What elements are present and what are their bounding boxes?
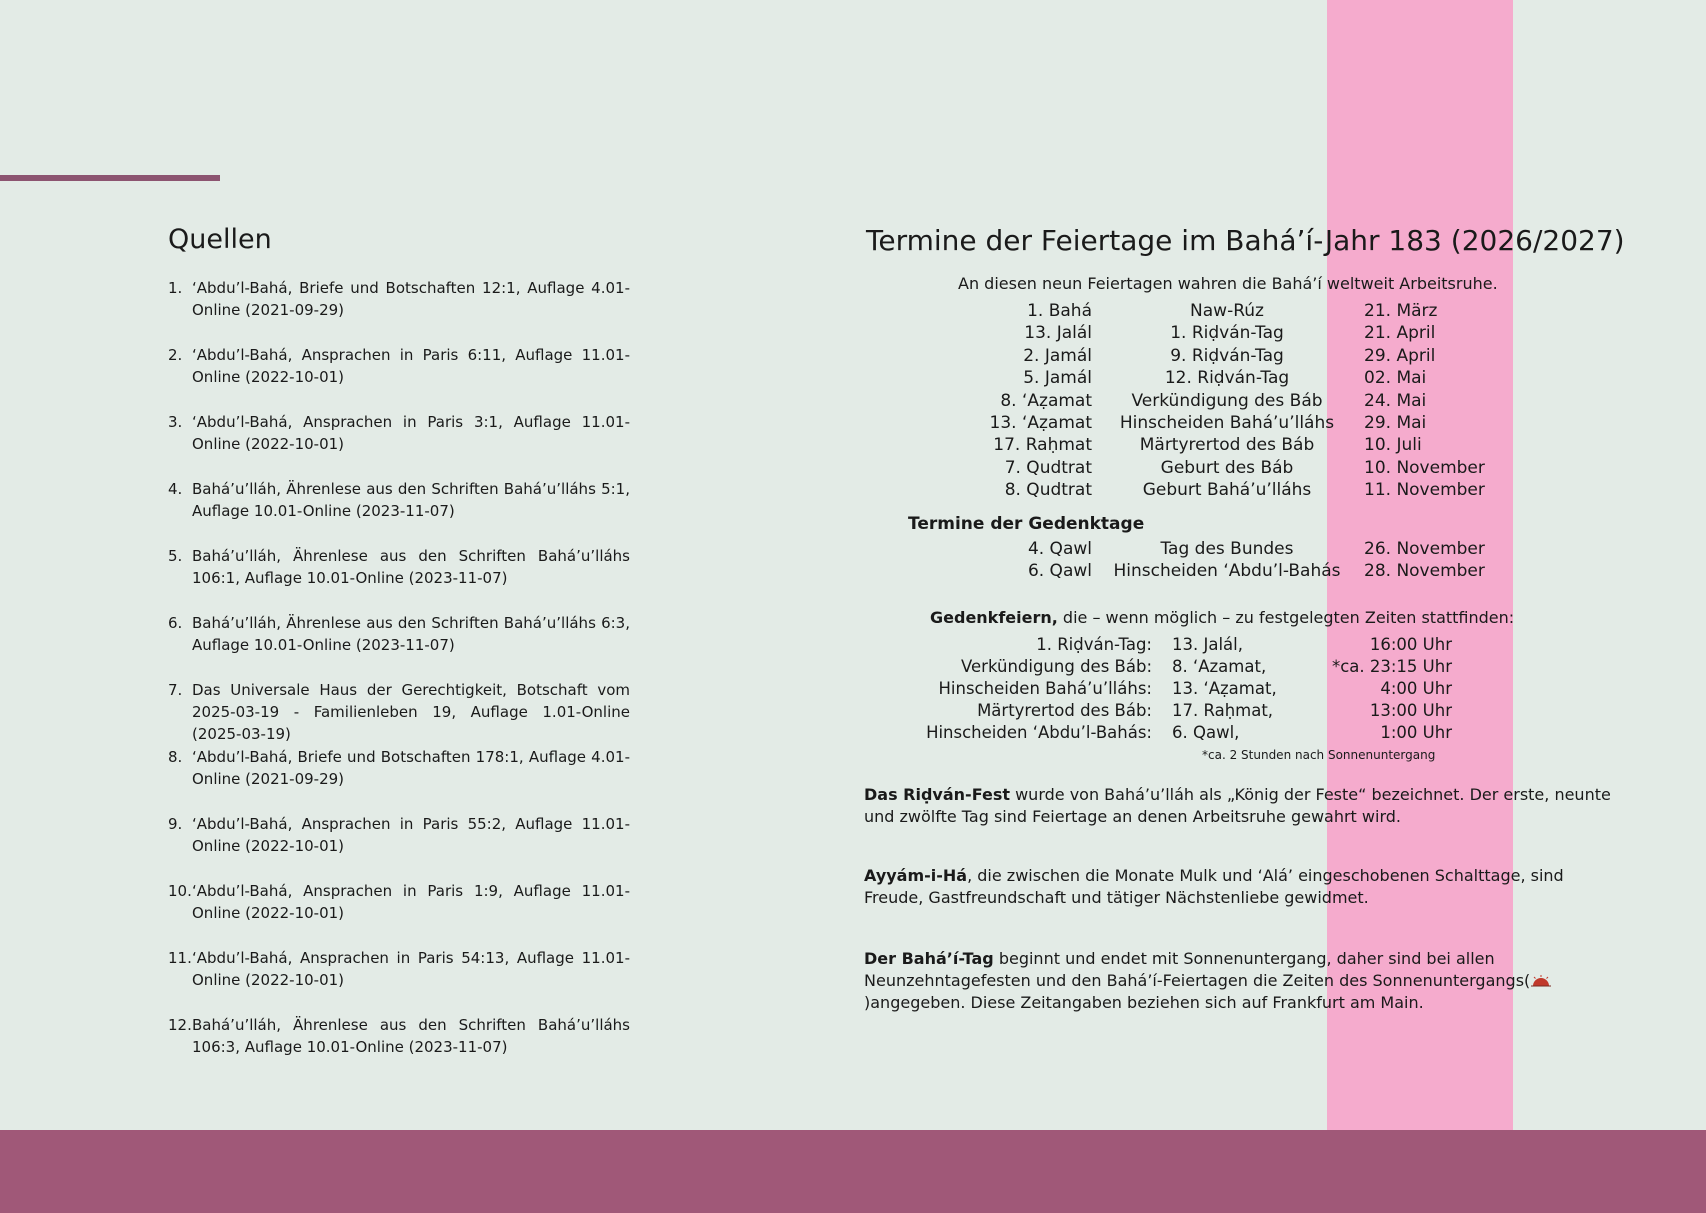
footer-band bbox=[0, 1130, 1706, 1213]
bahai-day-text-1: beginnt und endet mit Sonnenuntergang, daher sind bei allen Neunzehntagefesten und den Bahá’í-Feiertagen die Zeiten des Sonnenuntergangs( bbox=[864, 949, 1531, 990]
holidays-table bbox=[942, 300, 1514, 502]
badi-date: 5. Jamál bbox=[1023, 368, 1092, 389]
badi-date: 17. Raḥmat, bbox=[1172, 701, 1274, 720]
source-item bbox=[168, 411, 630, 456]
event-time: *ca. 23:15 Uhr bbox=[1331, 657, 1452, 676]
source-number: 2. bbox=[168, 346, 183, 364]
source-text: ‘Abdu’l-Bahá, Ansprachen in Paris 1:9, Auflage 11.01-Online (2022-10-01) bbox=[192, 882, 630, 922]
source-number: 7. bbox=[168, 681, 183, 699]
gregorian-date: 10. Juli bbox=[1364, 435, 1422, 456]
source-number: 3. bbox=[168, 413, 183, 431]
badi-date: 7. Qudtrat bbox=[1004, 457, 1092, 478]
event-name: Hinscheiden ‘Abdu’l-Bahás: bbox=[926, 723, 1152, 742]
source-text: ‘Abdu’l-Bahá, Ansprachen in Paris 3:1, Auflage 11.01-Online (2022-10-01) bbox=[192, 413, 630, 453]
holiday-name: 1. Riḍván-Tag bbox=[1170, 323, 1284, 344]
gregorian-date: 02. Mai bbox=[1364, 368, 1427, 389]
commemorations-title-bold: Gedenkfeiern, bbox=[930, 608, 1058, 627]
gregorian-date: 21. April bbox=[1364, 323, 1436, 344]
source-item bbox=[168, 880, 630, 925]
source-number: 5. bbox=[168, 547, 183, 565]
table-row bbox=[862, 634, 1452, 656]
memorial-title: Termine der Gedenktage bbox=[908, 514, 1145, 534]
badi-date: 17. Raḥmat bbox=[993, 435, 1092, 456]
commemorations-title-rest: die – wenn möglich – zu festgelegten Zeiten stattfinden: bbox=[1057, 608, 1515, 627]
source-item bbox=[168, 478, 630, 523]
holiday-name: Märtyrertod des Báb bbox=[1139, 435, 1315, 456]
source-number: 4. bbox=[168, 480, 183, 498]
table-row bbox=[942, 434, 1514, 456]
time-footnote: *ca. 2 Stunden nach Sonnenuntergang bbox=[1202, 748, 1436, 762]
gregorian-date: 24. Mai bbox=[1364, 390, 1427, 411]
table-row bbox=[942, 322, 1514, 344]
source-text: Bahá’u’lláh, Ährenlese aus den Schriften Bahá’u’lláhs 6:3, Auflage 10.01-Online (2023-11-07) bbox=[192, 614, 630, 654]
table-row bbox=[862, 700, 1452, 722]
event-time: 16:00 Uhr bbox=[1369, 635, 1452, 654]
holiday-name: Geburt des Báb bbox=[1160, 457, 1294, 478]
source-text: ‘Abdu’l-Bahá, Briefe und Botschaften 178:1, Auflage 4.01-Online (2021-09-29) bbox=[192, 748, 630, 788]
badi-date: 2. Jamál bbox=[1023, 345, 1092, 366]
source-text: ‘Abdu’l-Bahá, Briefe und Botschaften 12:1, Auflage 4.01-Online (2021-09-29) bbox=[192, 279, 630, 319]
source-number: 6. bbox=[168, 614, 183, 632]
gregorian-date: 10. November bbox=[1364, 457, 1485, 478]
ayyam-paragraph bbox=[864, 865, 1614, 909]
source-item bbox=[168, 545, 630, 590]
bahai-day-term: Der Bahá’í-Tag bbox=[864, 949, 994, 968]
accent-rule bbox=[0, 175, 220, 181]
badi-date: 13. ‘Aẓamat bbox=[989, 412, 1092, 433]
badi-date: 6. Qawl bbox=[1027, 561, 1092, 582]
table-row bbox=[942, 390, 1514, 412]
source-number: 9. bbox=[168, 815, 183, 833]
gregorian-date: 28. November bbox=[1364, 561, 1485, 582]
source-item bbox=[168, 277, 630, 322]
source-item bbox=[168, 679, 630, 743]
source-number: 12. bbox=[168, 1016, 192, 1034]
table-row bbox=[862, 678, 1452, 700]
table-row bbox=[942, 560, 1514, 582]
event-name: Märtyrertod des Báb: bbox=[977, 701, 1152, 720]
badi-date: 13. Jalál, bbox=[1172, 635, 1243, 654]
source-text: Das Universale Haus der Gerechtigkeit, Botschaft vom 2025-03-19 - Familienleben 19, Auflage 1.01-Online (2025-03-19) bbox=[192, 681, 630, 743]
source-item bbox=[168, 746, 630, 791]
event-time: 13:00 Uhr bbox=[1369, 701, 1452, 720]
source-text: Bahá’u’lláh, Ährenlese aus den Schriften Bahá’u’lláhs 5:1, Auflage 10.01-Online (2023-11-07) bbox=[192, 480, 630, 520]
source-text: ‘Abdu’l-Bahá, Ansprachen in Paris 6:11, Auflage 11.01-Online (2022-10-01) bbox=[192, 346, 630, 386]
table-row bbox=[942, 345, 1514, 367]
sources-section bbox=[168, 224, 630, 1081]
ridvan-text: wurde von Bahá’u’lláh als „König der Feste“ bezeichnet. Der erste, neunte und zwölfte Tag sind Feiertage an denen Arbeitsruhe gewahrt wird. bbox=[864, 785, 1611, 826]
event-name: Verkündigung des Báb: bbox=[961, 657, 1152, 676]
gregorian-date: 26. November bbox=[1364, 539, 1485, 559]
table-row bbox=[942, 457, 1514, 479]
gregorian-date: 11. November bbox=[1364, 480, 1485, 501]
source-number: 10. bbox=[168, 882, 192, 900]
badi-date: 4. Qawl bbox=[1027, 539, 1092, 559]
sunset-icon bbox=[1530, 971, 1552, 983]
holiday-name: Hinscheiden ‘Abdu’l-Bahás bbox=[1113, 561, 1341, 582]
badi-date: 1. Bahá bbox=[1027, 301, 1092, 321]
source-item bbox=[168, 344, 630, 389]
holiday-name: Verkündigung des Báb bbox=[1131, 390, 1323, 411]
memorial-table bbox=[942, 538, 1514, 583]
commemorations-table bbox=[862, 634, 1452, 744]
ayyam-text: , die zwischen die Monate Mulk und ‘Alá’ eingeschobenen Schalttage, sind Freude, Gastfreundschaft und tätiger Nächstenliebe gewidmet. bbox=[864, 866, 1564, 907]
badi-date: 8. ‘Aẓamat bbox=[1000, 390, 1092, 411]
source-item bbox=[168, 612, 630, 657]
holiday-name: 9. Riḍván-Tag bbox=[1170, 345, 1284, 366]
badi-date: 8. ‘Azamat, bbox=[1172, 657, 1267, 676]
holiday-name: 12. Riḍván-Tag bbox=[1164, 368, 1290, 389]
source-text: Bahá’u’lláh, Ährenlese aus den Schriften Bahá’u’lláhs 106:3, Auflage 10.01-Online (2023-11-07) bbox=[192, 1016, 630, 1056]
holiday-name: Naw-Rúz bbox=[1190, 301, 1264, 321]
holiday-name: Tag des Bundes bbox=[1160, 539, 1294, 559]
bahai-day-paragraph bbox=[864, 948, 1614, 1014]
table-row bbox=[862, 656, 1452, 678]
ridvan-paragraph bbox=[864, 784, 1614, 828]
badi-date: 8. Qudtrat bbox=[1004, 480, 1092, 501]
source-number: 1. bbox=[168, 279, 183, 297]
holidays-title: Termine der Feiertage im Bahá’í-Jahr 183 (2026/2027) bbox=[866, 224, 1625, 257]
table-row bbox=[942, 538, 1514, 560]
source-number: 11. bbox=[168, 949, 192, 967]
event-name: 1. Riḍván-Tag: bbox=[1036, 635, 1152, 654]
sources-title: Quellen bbox=[168, 224, 272, 255]
table-row bbox=[942, 367, 1514, 389]
source-text: ‘Abdu’l-Bahá, Ansprachen in Paris 54:13, Auflage 11.01-Online (2022-10-01) bbox=[192, 949, 630, 989]
holidays-intro: An diesen neun Feiertagen wahren die Bahá’í weltweit Arbeitsruhe. bbox=[958, 274, 1498, 293]
source-item bbox=[168, 1014, 630, 1059]
ayyam-term: Ayyám-i-Há bbox=[864, 866, 968, 885]
source-item bbox=[168, 813, 630, 858]
sources-list bbox=[168, 277, 630, 1059]
event-time: 1:00 Uhr bbox=[1380, 723, 1452, 742]
holiday-name: Geburt Bahá’u’lláhs bbox=[1142, 480, 1312, 501]
bahai-day-text-2: )angegeben. Diese Zeitangaben beziehen sich auf Frankfurt am Main. bbox=[864, 993, 1424, 1012]
event-name: Hinscheiden Bahá’u’lláhs: bbox=[938, 679, 1152, 698]
badi-date: 6. Qawl, bbox=[1172, 723, 1240, 742]
table-row bbox=[942, 300, 1514, 322]
source-item bbox=[168, 947, 630, 992]
gregorian-date: 21. März bbox=[1364, 301, 1438, 321]
commemorations-title bbox=[930, 608, 1514, 627]
source-text: ‘Abdu’l-Bahá, Ansprachen in Paris 55:2, Auflage 11.01-Online (2022-10-01) bbox=[192, 815, 630, 855]
gregorian-date: 29. April bbox=[1364, 345, 1436, 366]
source-number: 8. bbox=[168, 748, 183, 766]
holiday-name: Hinscheiden Bahá’u’lláhs bbox=[1119, 412, 1335, 433]
table-row bbox=[862, 722, 1452, 744]
badi-date: 13. Jalál bbox=[1024, 323, 1092, 344]
gregorian-date: 29. Mai bbox=[1364, 412, 1427, 433]
source-text: Bahá’u’lláh, Ährenlese aus den Schriften Bahá’u’lláhs 106:1, Auflage 10.01-Online (2023-11-07) bbox=[192, 547, 630, 587]
ridvan-term: Das Riḍván-Fest bbox=[864, 785, 1010, 804]
table-row bbox=[942, 412, 1514, 434]
table-row bbox=[942, 479, 1514, 501]
event-time: 4:00 Uhr bbox=[1380, 679, 1452, 698]
badi-date: 13. ‘Aẓamat, bbox=[1172, 679, 1277, 698]
